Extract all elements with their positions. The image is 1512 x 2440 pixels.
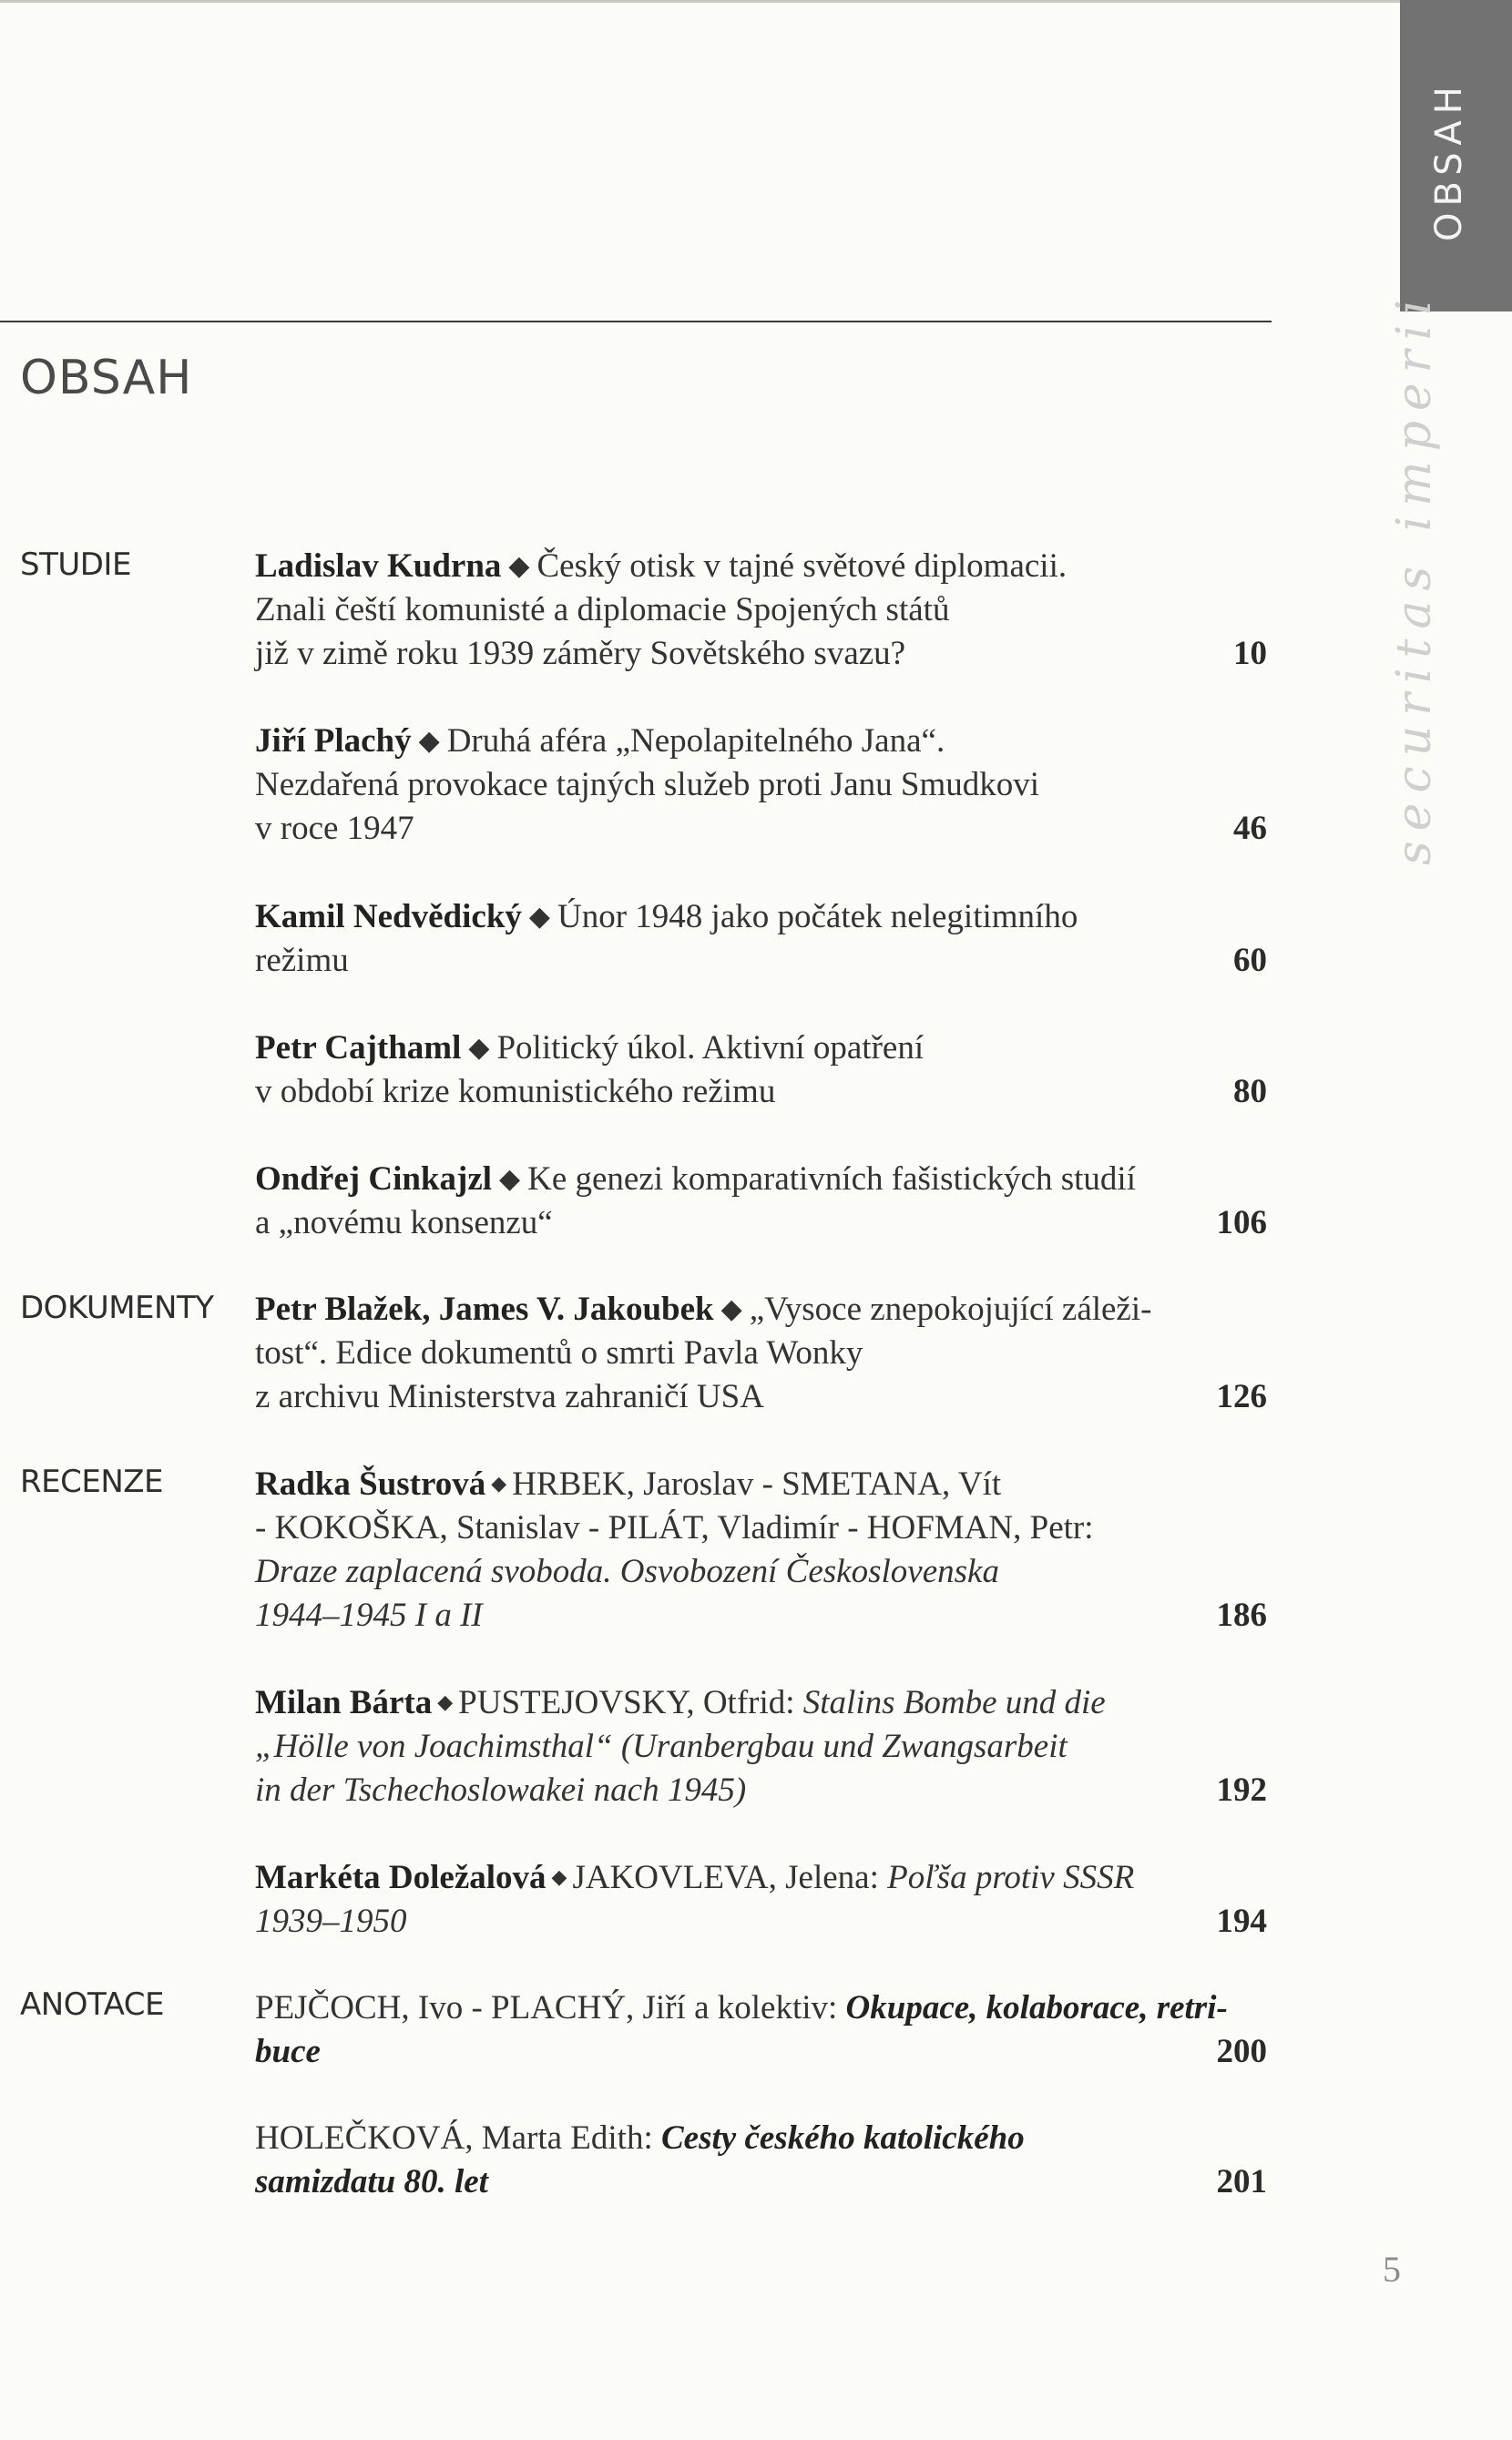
entry-title-line: Politický úkol. Aktivní opatření (496, 1029, 925, 1067)
entry-title-line: Draze zaplacená svoboda. Osvobození Československa (255, 1553, 999, 1590)
entry-title-line: Únor 1948 jako počátek nelegitimního (557, 898, 1078, 935)
entry-title-line: Český otisk v tajné světové diplomacii. (536, 547, 1068, 585)
entry-author: Petr Blažek, James V. Jakoubek (255, 1291, 714, 1328)
section-label-recenze: RECENZE (20, 1464, 164, 1500)
toc-line (255, 1594, 1272, 1638)
entry-author: Milan Bárta (255, 1684, 433, 1721)
toc-line (255, 1856, 1272, 1900)
entry-title-line: JAKOVLEVA, Jelena: (572, 1859, 879, 1896)
entry-author: Petr Cajthaml (255, 1029, 462, 1067)
entry-title-line: Ke genezi komparativních fašistických studií (527, 1160, 1136, 1198)
page-number: 10 (1233, 635, 1267, 672)
toc-entry (255, 895, 1272, 983)
diamond-icon: ◆ (437, 1690, 454, 1713)
page-title: OBSAH (20, 351, 193, 405)
entry-title-line: tost“. Edice dokumentů o smrti Pavla Wonky (255, 1334, 863, 1372)
page-number: 60 (1233, 942, 1267, 979)
toc-line (255, 2030, 1272, 2074)
entry-author: Ladislav Kudrna (255, 547, 502, 585)
page-number: 200 (1216, 2033, 1267, 2070)
toc-line (255, 1288, 1272, 1332)
entry-title-line: samizdatu 80. let (255, 2163, 488, 2200)
toc-line (255, 588, 1272, 632)
toc-line (255, 545, 1272, 588)
toc-entry (255, 545, 1272, 676)
entry-title-line: Okupace, kolaborace, retri- (845, 1989, 1228, 2027)
toc-line (255, 2117, 1272, 2160)
section-label-dokumenty: DOKUMENTY (20, 1290, 214, 1326)
toc-line (255, 1026, 1272, 1070)
entry-title-line: z archivu Ministerstva zahraničí USA (255, 1378, 764, 1415)
entry-title-line: HOLEČKOVÁ, Marta Edith: (255, 2119, 653, 2157)
entry-author: Kamil Nedvědický (255, 898, 522, 935)
entry-title-line: Stalins Bombe und die (802, 1684, 1106, 1721)
entry-title-line: režimu (255, 942, 349, 979)
toc-entry (255, 2117, 1272, 2204)
toc-line (255, 2160, 1272, 2204)
entry-title-line: buce (255, 2033, 321, 2070)
toc-line (255, 1769, 1272, 1812)
entry-author: Jiří Plachý (255, 722, 412, 760)
toc-entry (255, 1158, 1272, 1245)
toc-entry (255, 1986, 1272, 2074)
entry-author: Ondřej Cinkajzl (255, 1160, 493, 1198)
toc-line (255, 1375, 1272, 1419)
toc-entry (255, 1026, 1272, 1114)
top-rule (0, 0, 1512, 3)
page-number: 126 (1216, 1378, 1267, 1415)
entry-title-line: PEJČOCH, Ivo - PLACHÝ, Jiří a kolektiv: (255, 1989, 838, 2027)
entry-title-line: Cesty českého katolického (661, 2119, 1025, 2157)
toc-line (255, 807, 1272, 851)
entry-title-line: v období krize komunistického režimu (255, 1073, 776, 1110)
section-label-studie: STUDIE (20, 546, 131, 583)
entry-title-line: v roce 1947 (255, 810, 414, 847)
entry-title-line: Znali čeští komunisté a diplomacie Spojených států (255, 591, 950, 628)
page-number: 46 (1233, 810, 1267, 847)
page-number: 192 (1216, 1771, 1267, 1809)
entry-author: Radka Šustrová (255, 1465, 486, 1503)
page-number: 186 (1216, 1597, 1267, 1634)
section-tab-label: OBSAH (1428, 80, 1470, 241)
toc-line (255, 763, 1272, 807)
entry-title-line: HRBEK, Jaroslav - SMETANA, Vít (512, 1465, 1002, 1503)
entry-title-line: Nezdařená provokace tajných služeb proti Janu Smudkovi (255, 766, 1040, 803)
entry-title-line: Druhá aféra „Nepolapitelného Jana“. (446, 722, 945, 760)
page-number: 106 (1216, 1204, 1267, 1241)
toc-line (255, 939, 1272, 983)
header-rule (0, 321, 1272, 322)
entry-title-line: a „novému konsenzu“ (255, 1204, 553, 1241)
toc-line (255, 1463, 1272, 1506)
toc-entry (255, 1463, 1272, 1638)
toc-line (255, 632, 1272, 676)
side-motto: securitas imperii (1387, 290, 1442, 865)
diamond-icon: ◆ (499, 1164, 521, 1194)
toc-line (255, 1332, 1272, 1375)
entry-title-line: „Vysoce znepokojující záleži- (749, 1291, 1152, 1328)
diamond-icon: ◆ (508, 551, 530, 581)
section-label-anotace: ANOTACE (20, 1986, 164, 2023)
entry-title-line: „Hölle von Joachimsthal“ (Uranbergbau und Zwangsarbeit (255, 1728, 1068, 1765)
entry-title-line: 1939–1950 (255, 1903, 407, 1940)
diamond-icon: ◆ (468, 1033, 490, 1063)
toc-line (255, 1725, 1272, 1769)
entry-author: Markéta Doležalová (255, 1859, 547, 1896)
page-number: 194 (1216, 1903, 1267, 1940)
entry-title-line: PUSTEJOVSKY, Otfrid: (458, 1684, 795, 1721)
toc-entry (255, 720, 1272, 851)
toc-entry (255, 1681, 1272, 1812)
entry-title-line: - KOKOŠKA, Stanislav - PILÁT, Vladimír - HOFMAN, Petr: (255, 1509, 1094, 1547)
toc-line (255, 1506, 1272, 1550)
diamond-icon: ◆ (418, 726, 440, 756)
toc-line (255, 1070, 1272, 1114)
diamond-icon: ◆ (491, 1472, 507, 1495)
entry-title-line: již v zimě roku 1939 záměry Sovětského svazu? (255, 635, 906, 672)
toc-line (255, 1681, 1272, 1725)
entry-title-line: Poľša protiv SSSR (887, 1859, 1135, 1896)
toc-entry (255, 1288, 1272, 1419)
toc-line (255, 1986, 1272, 2030)
entry-title-line: in der Tschechoslowakei nach 1945) (255, 1771, 747, 1809)
page-number: 201 (1216, 2163, 1267, 2200)
toc-line (255, 1550, 1272, 1594)
toc-line (255, 1158, 1272, 1201)
page-folio: 5 (1383, 2249, 1401, 2290)
diamond-icon: ◆ (551, 1865, 567, 1888)
toc-line (255, 1201, 1272, 1245)
toc-entry (255, 1856, 1272, 1944)
diamond-icon: ◆ (528, 902, 550, 932)
toc-line (255, 895, 1272, 939)
entry-title-line: 1944–1945 I a II (255, 1597, 483, 1634)
toc-line (255, 1900, 1272, 1944)
page-number: 80 (1233, 1073, 1267, 1110)
toc-line (255, 720, 1272, 763)
diamond-icon: ◆ (720, 1294, 742, 1324)
